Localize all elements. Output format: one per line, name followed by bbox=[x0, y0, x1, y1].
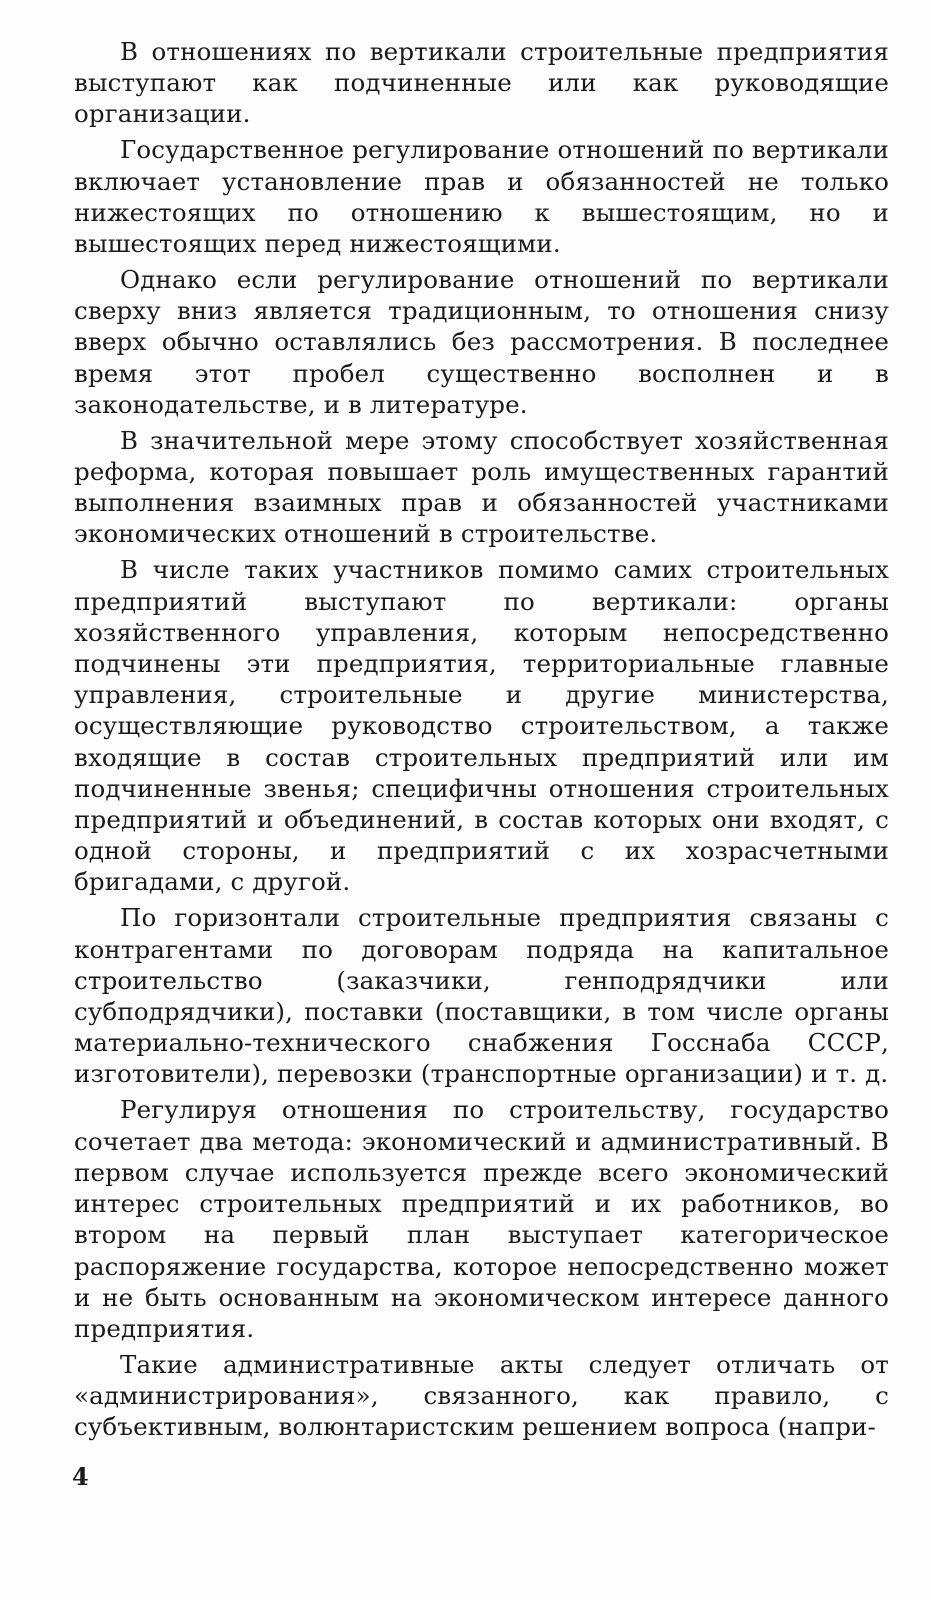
paragraph-5: В числе таких участников помимо самих строительных предприятий выступают по вертикали: органы хозяйственного управления, которым непосредственно подчинены эти предприятия, территориальные главные управления, строительные и другие министерства, осуществляющие руководство строительством, а также входящие в состав строительных предприятий или им подчиненные звенья; специфичны отношения строительных предприятий и объединений, в состав которых они входят, с одной стороны, и предприятий с их хозрасчетными бригадами, с другой. bbox=[74, 555, 889, 897]
paragraph-6: По горизонтали строительные предприятия связаны с контрагентами по договорам подряда на капитальное строительство (заказчики, генподрядчики или субподрядчики), поставки (поставщики, в том числе органы материально-технического снабжения Госснаба СССР, изготовители), перевозки (транспортные организации) и т. д. bbox=[74, 903, 889, 1089]
body-text bbox=[74, 36, 889, 1447]
paragraph-7: Регулируя отношения по строительству, государство сочетает два метода: экономический и административный. В первом случае используется прежде всего экономический интерес строительных предприятий и их работников, во втором на первый план выступает категорическое распоряжение государства, которое непосредственно может и не быть основанным на экономическом интересе данного предприятия. bbox=[74, 1095, 889, 1343]
paragraph-3: Однако если регулирование отношений по вертикали сверху вниз является традиционным, то отношения снизу вверх обычно оставлялись без рассмотрения. В последнее время этот пробел существенно восполнен и в законодательстве, и в литературе. bbox=[74, 265, 889, 419]
paragraph-2: Государственное регулирование отношений по вертикали включает установление прав и обязанностей не только нижестоящих по отношению к вышестоящим, но и вышестоящих перед нижестоящими. bbox=[74, 135, 889, 259]
paragraph-8: Такие административные акты следует отличать от «администрирования», связанного, как правило, с субъективным, волюнтаристским решением вопроса (напри- bbox=[74, 1349, 889, 1442]
paragraph-1: В отношениях по вертикали строительные предприятия выступают как подчиненные или как руководящие организации. bbox=[74, 37, 889, 129]
page-number: 4 bbox=[72, 1462, 89, 1491]
paragraph-4: В значительной мере этому способствует хозяйственная реформа, которая повышает роль имущественных гарантий выполнения взаимных прав и обязанностей участниками экономических отношений в строительстве. bbox=[74, 425, 889, 549]
